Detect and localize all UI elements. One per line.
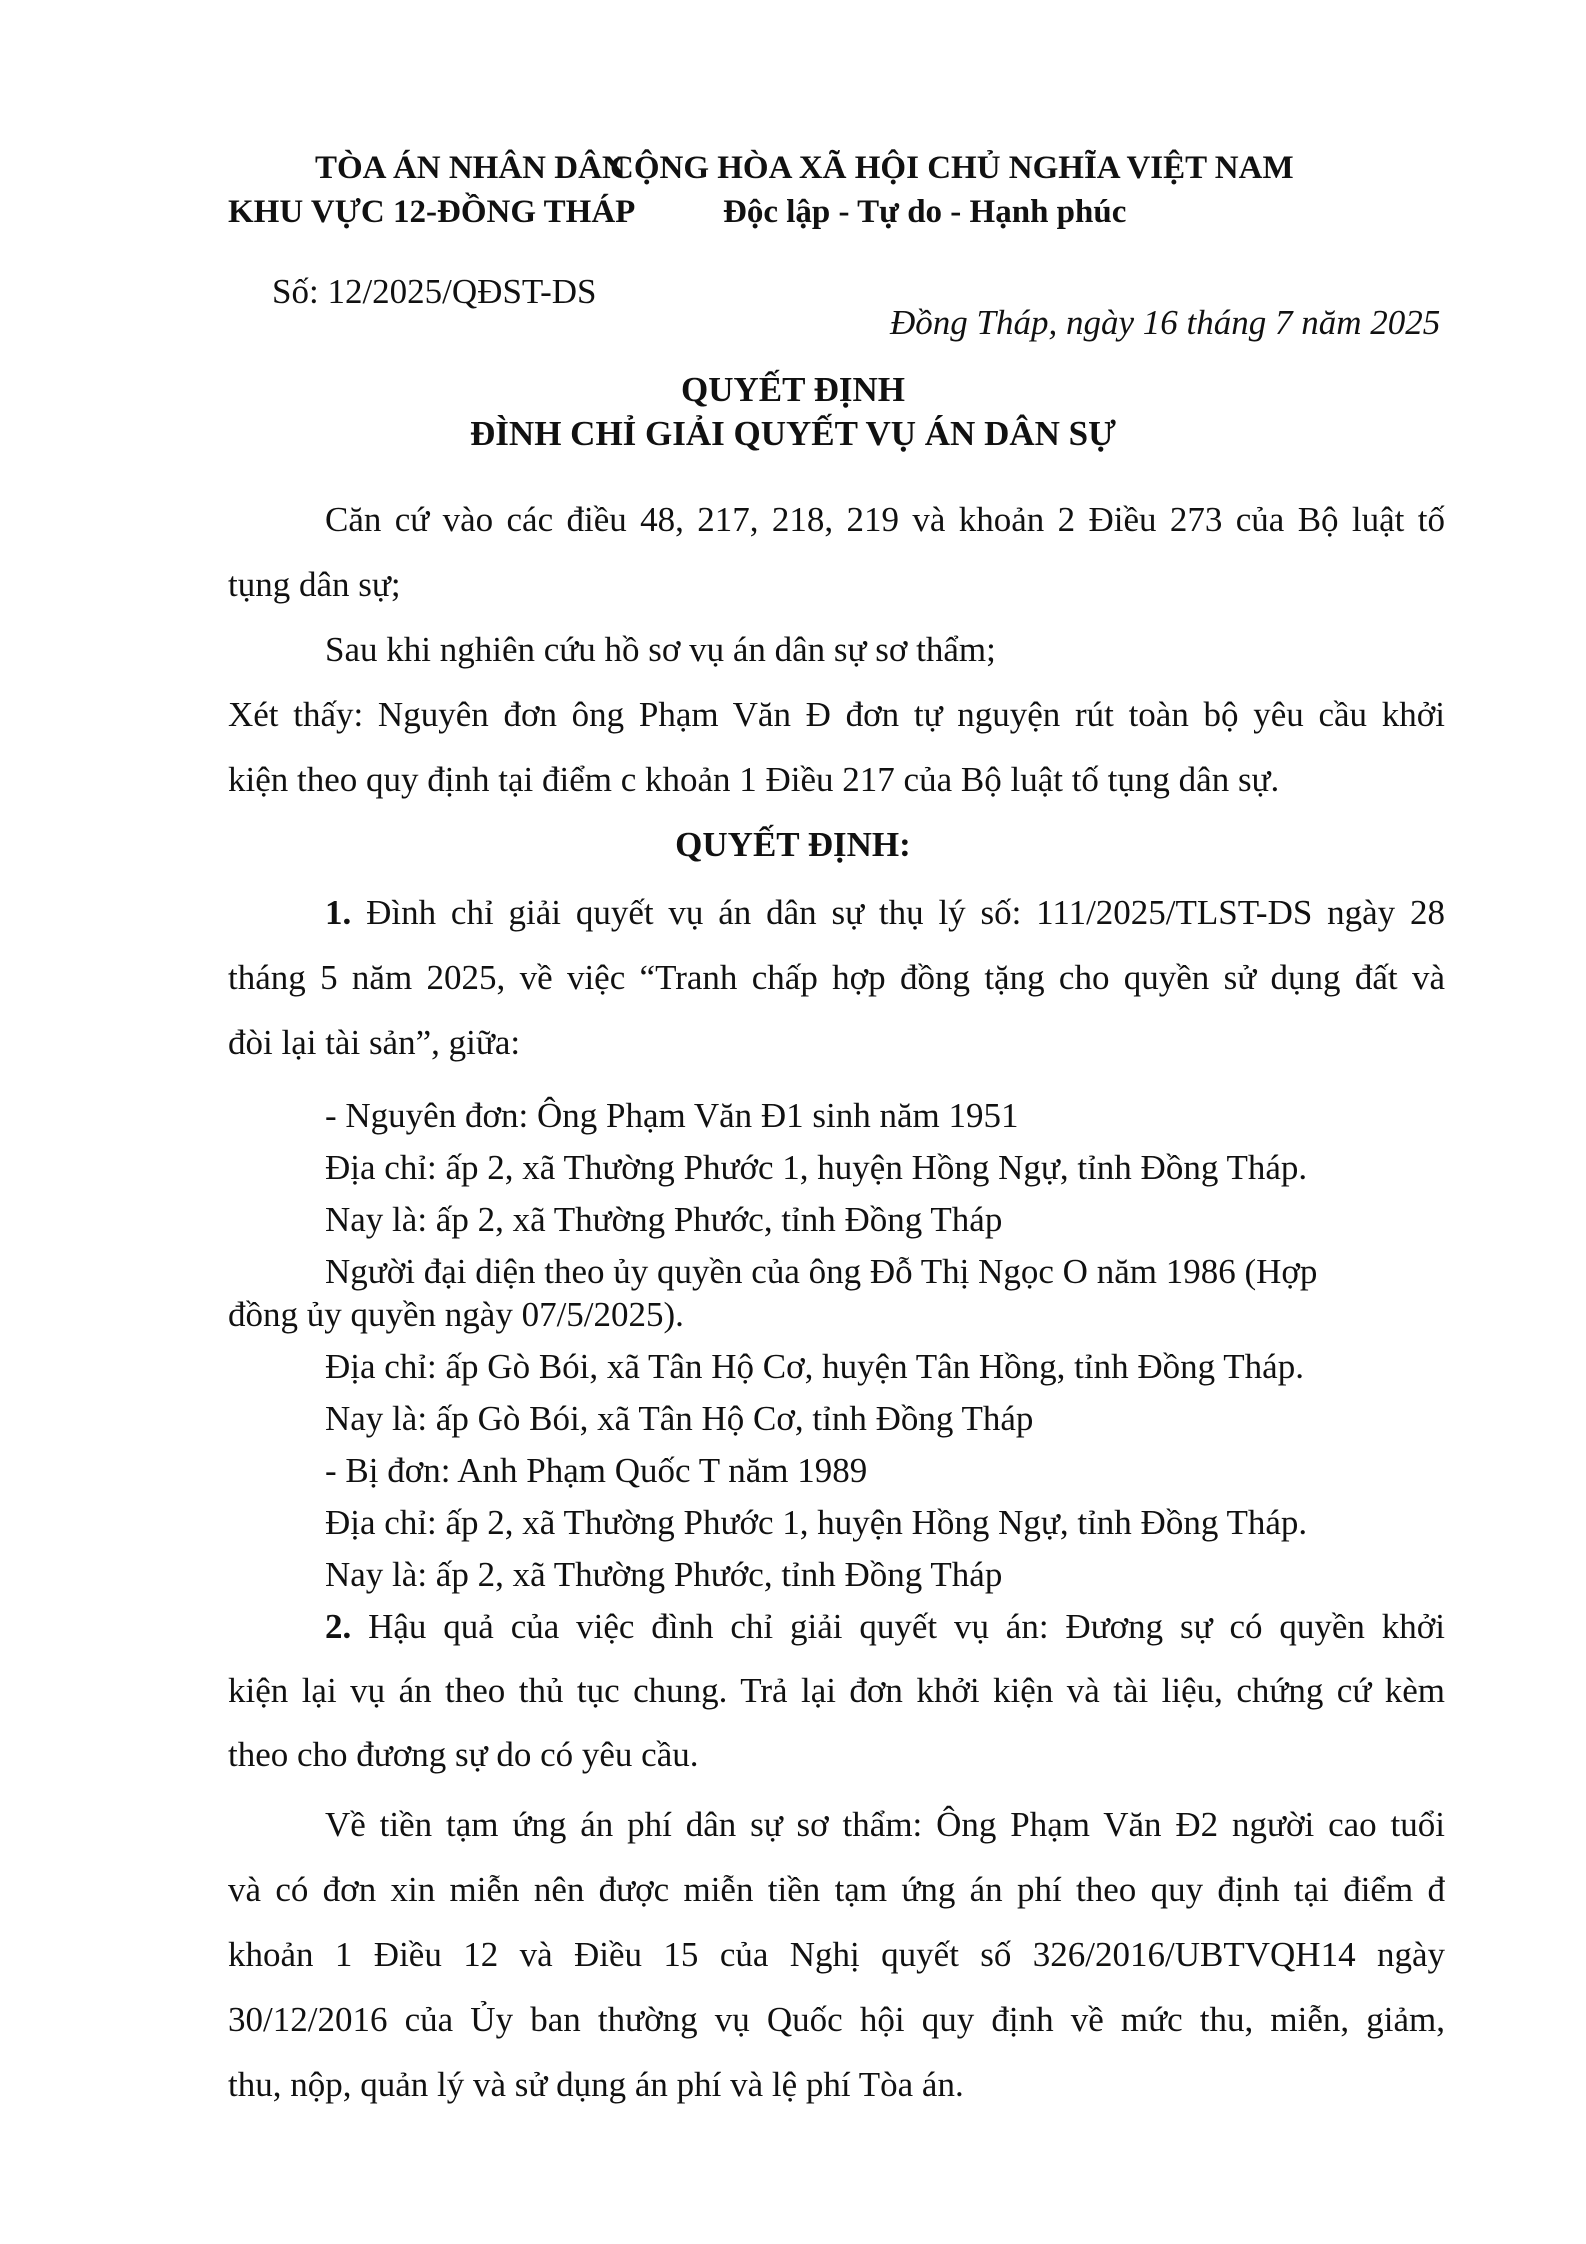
- representative-line2: đồng ủy quyền ngày 07/5/2025).: [228, 1295, 684, 1334]
- plaintiff-new-address: Nay là: ấp 2, xã Thường Phước, tỉnh Đồng Tháp: [325, 1200, 1003, 1239]
- court-region: KHU VỰC 12-ĐỒNG THÁP: [228, 194, 636, 230]
- legal-basis-line1: Căn cứ vào các điều 48, 217, 218, 219 và khoản 2 Điều 273 của Bộ luật tố: [325, 500, 1445, 539]
- item2-line3: theo cho đương sự do có yêu cầu.: [228, 1735, 699, 1774]
- item2-number: 2.: [325, 1607, 352, 1646]
- document-subtitle: ĐÌNH CHỈ GIẢI QUYẾT VỤ ÁN DÂN SỰ: [470, 414, 1116, 453]
- place-date: Đồng Tháp, ngày 16 tháng 7 năm 2025: [890, 303, 1441, 342]
- plaintiff-address: Địa chỉ: ấp 2, xã Thường Phước 1, huyện Hồng Ngự, tỉnh Đồng Tháp.: [325, 1148, 1308, 1187]
- item2-line1: [325, 1607, 1445, 1647]
- document-number: Số: 12/2025/QĐST-DS: [272, 272, 597, 311]
- consideration-line1: Xét thấy: Nguyên đơn ông Phạm Văn Đ đơn tự nguyện rút toàn bộ yêu cầu khởi: [228, 695, 1445, 734]
- national-title: CỘNG HÒA XÃ HỘI CHỦ NGHĨA VIỆT NAM: [610, 150, 1294, 186]
- representative-new-address: Nay là: ấp Gò Bói, xã Tân Hộ Cơ, tỉnh Đồng Tháp: [325, 1399, 1034, 1438]
- item1-line1: [325, 893, 1445, 933]
- item1-text: Đình chỉ giải quyết vụ án dân sự thụ lý số: 111/2025/TLST-DS ngày 28: [366, 893, 1445, 932]
- defendant: - Bị đơn: Anh Phạm Quốc T năm 1989: [325, 1451, 868, 1490]
- item1-line2: tháng 5 năm 2025, về việc “Tranh chấp hợp đồng tặng cho quyền sử dụng đất và: [228, 958, 1445, 997]
- fee-line2: và có đơn xin miễn nên được miễn tiền tạm ứng án phí theo quy định tại điểm đ: [228, 1870, 1445, 1909]
- representative-address: Địa chỉ: ấp Gò Bói, xã Tân Hộ Cơ, huyện Tân Hồng, tỉnh Đồng Tháp.: [325, 1347, 1304, 1386]
- consideration-line2: kiện theo quy định tại điểm c khoản 1 Điều 217 của Bộ luật tố tụng dân sự.: [228, 760, 1280, 799]
- item2-text: Hậu quả của việc đình chỉ giải quyết vụ án: Đương sự có quyền khởi: [368, 1607, 1446, 1646]
- decision-heading: QUYẾT ĐỊNH:: [675, 825, 911, 864]
- national-motto: Độc lập - Tự do - Hạnh phúc: [723, 194, 1127, 230]
- fee-line3: khoản 1 Điều 12 và Điều 15 của Nghị quyết số 326/2016/UBTVQH14 ngày: [228, 1935, 1445, 1974]
- defendant-new-address: Nay là: ấp 2, xã Thường Phước, tỉnh Đồng Tháp: [325, 1555, 1003, 1594]
- representative-line1: Người đại diện theo ủy quyền của ông Đỗ Thị Ngọc O năm 1986 (Hợp: [325, 1252, 1318, 1291]
- legal-basis-line2: tụng dân sự;: [228, 565, 401, 604]
- item1-line3: đòi lại tài sản”, giữa:: [228, 1023, 521, 1062]
- court-name: TÒA ÁN NHÂN DÂN: [315, 150, 626, 186]
- plaintiff: - Nguyên đơn: Ông Phạm Văn Đ1 sinh năm 1951: [325, 1096, 1019, 1135]
- review-statement: Sau khi nghiên cứu hồ sơ vụ án dân sự sơ thẩm;: [325, 630, 996, 669]
- defendant-address: Địa chỉ: ấp 2, xã Thường Phước 1, huyện Hồng Ngự, tỉnh Đồng Tháp.: [325, 1503, 1308, 1542]
- fee-line4: 30/12/2016 của Ủy ban thường vụ Quốc hội quy định về mức thu, miễn, giảm,: [228, 2000, 1445, 2039]
- fee-line1: Về tiền tạm ứng án phí dân sự sơ thẩm: Ông Phạm Văn Đ2 người cao tuổi: [325, 1805, 1445, 1844]
- fee-line5: thu, nộp, quản lý và sử dụng án phí và lệ phí Tòa án.: [228, 2065, 964, 2104]
- item2-line2: kiện lại vụ án theo thủ tục chung. Trả lại đơn khởi kiện và tài liệu, chứng cứ kèm: [228, 1671, 1445, 1710]
- item1-number: 1.: [325, 893, 352, 932]
- document-title: QUYẾT ĐỊNH: [681, 370, 905, 409]
